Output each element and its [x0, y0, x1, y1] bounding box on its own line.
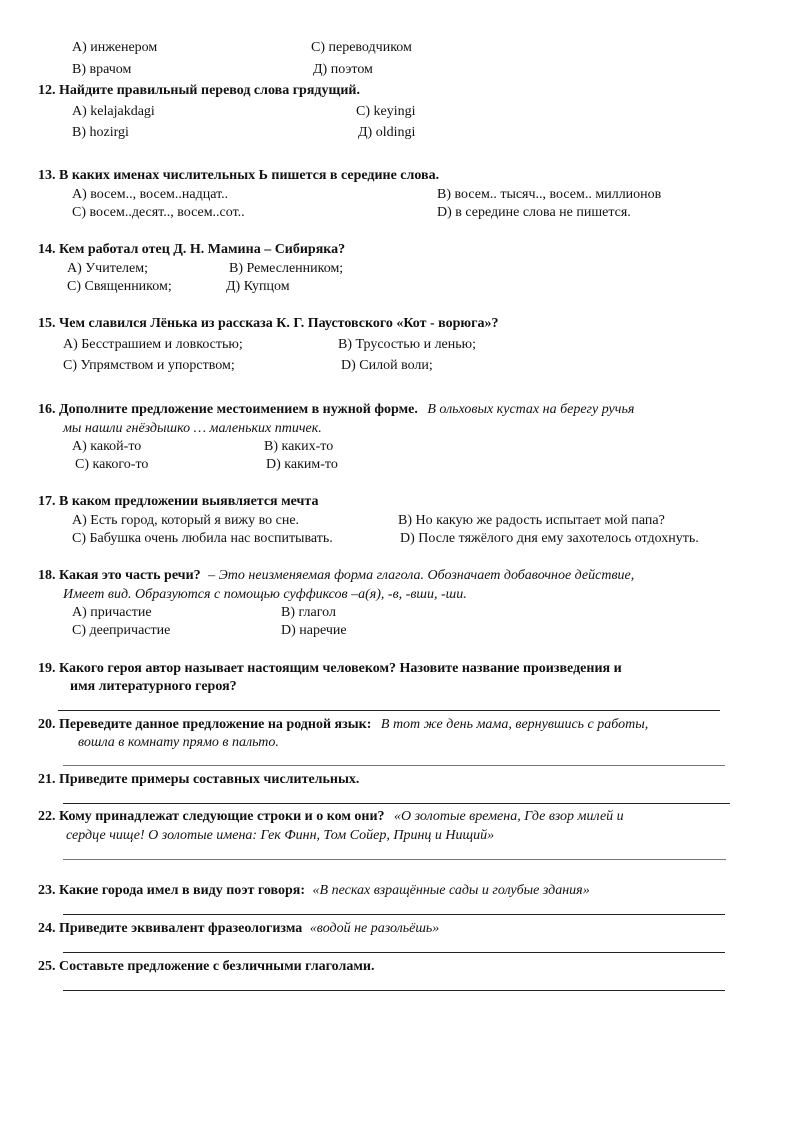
q17-option-c: С) Бабушка очень любила нас воспитывать. — [72, 531, 333, 546]
q22-title — [38, 808, 624, 826]
q15-option-a: А) Бесстрашием и ловкостью; — [63, 337, 243, 352]
q20-sentence-part1: В тот же день мама, вернувшись с работы, — [380, 717, 649, 732]
q15-option-b: В) Трусостью и ленью; — [338, 337, 476, 352]
q14-option-a: А) Учителем; — [67, 261, 148, 276]
q13-title: 13. В каких именах числительных Ь пишется в середине слова. — [38, 168, 440, 183]
q21-title: 21. Приведите примеры составных числительных. — [38, 772, 360, 787]
q18-option-b: В) глагол — [281, 605, 336, 620]
q18-option-a: А) причастие — [72, 605, 152, 620]
q22-quote-part1: «О золотые времена, Где взор милей и — [394, 809, 624, 824]
q19-title-line1: 19. Какого героя автор называет настоящим человеком? Назовите название произведения и — [38, 661, 622, 676]
q21-answer-line[interactable] — [63, 803, 730, 804]
q14-title: 14. Кем работал отец Д. Н. Мамина – Сибиряка? — [38, 242, 346, 257]
q12-option-d: Д) oldingi — [358, 125, 416, 140]
q24-title-text: 24. Приведите эквивалент фразеологизма — [38, 921, 303, 936]
q19-answer-line[interactable] — [58, 710, 720, 711]
q18-definition-part2: Имеет вид. Образуются с помощью суффиксов –а(я), -в, -вши, -ши. — [63, 587, 467, 602]
q17-option-b: В) Но какую же радость испытает мой папа? — [398, 513, 665, 528]
q16-option-b: В) каких-то — [264, 439, 334, 454]
q11-option-d: Д) поэтом — [313, 62, 373, 77]
q22-title-text: 22. Кому принадлежат следующие строки и о ком они? — [38, 809, 385, 824]
q12-option-b: В) hozirgi — [72, 125, 129, 140]
q16-sentence-part2: мы нашли гнёздышко … маленьких птичек. — [63, 421, 322, 436]
q20-answer-line[interactable] — [63, 765, 725, 766]
q23-quote: «В песках взращённые сады и голубые здания» — [312, 883, 590, 898]
q22-quote-part2: сердце чище! О золотые имена: Гек Финн, Том Сойер, Принц и Нищий» — [66, 828, 495, 843]
q20-sentence-part2: вошла в комнату прямо в пальто. — [78, 735, 279, 750]
q17-option-a: А) Есть город, который я вижу во сне. — [72, 513, 300, 528]
q18-definition-part1: – Это неизменяемая форма глагола. Обозначает добавочное действие, — [208, 568, 635, 583]
q11-option-a: А) инженером — [72, 40, 158, 55]
q14-option-b: В) Ремесленником; — [229, 261, 344, 276]
q15-option-c: С) Упрямством и упорством; — [63, 358, 235, 373]
q16-title-text: 16. Дополните предложение местоимением в нужной форме. — [38, 402, 418, 417]
q18-option-c: С) деепричастие — [72, 623, 171, 638]
q24-quote: «водой не разольёшь» — [309, 921, 440, 936]
q14-option-d: Д) Купцом — [226, 279, 290, 294]
q20-title — [38, 716, 648, 734]
q16-title — [38, 401, 634, 419]
q15-title: 15. Чем славился Лёнька из рассказа К. Г. Паустовского «Кот - ворюга»? — [38, 316, 499, 331]
q11-option-c: С) переводчиком — [311, 40, 412, 55]
q20-title-text: 20. Переведите данное предложение на родной язык: — [38, 717, 372, 732]
q12-option-a: А) kelajakdagi — [72, 104, 155, 119]
q22-answer-line[interactable] — [63, 859, 726, 860]
q14-option-c: С) Священником; — [67, 279, 172, 294]
q16-option-a: А) какой-то — [72, 439, 142, 454]
q16-option-c: С) какого-то — [75, 457, 149, 472]
q25-answer-line[interactable] — [63, 990, 725, 991]
q12-title: 12. Найдите правильный перевод слова грядущий. — [38, 83, 360, 98]
q24-answer-line[interactable] — [63, 952, 725, 953]
q25-title: 25. Составьте предложение с безличными глаголами. — [38, 959, 375, 974]
q18-title — [38, 567, 634, 585]
q17-option-d: D) После тяжёлого дня ему захотелось отдохнуть. — [400, 531, 699, 546]
q16-sentence-part1: В ольховых кустах на берегу ручья — [427, 402, 635, 417]
q23-title-text: 23. Какие города имел в виду поэт говоря: — [38, 883, 306, 898]
q24-title — [38, 920, 439, 938]
q18-option-d: D) наречие — [281, 623, 347, 638]
q13-option-b: В) восем.. тысяч.., восем.. миллионов — [437, 187, 662, 202]
q11-option-b: В) врачом — [72, 62, 132, 77]
q16-option-d: D) каким-то — [266, 457, 338, 472]
q23-answer-line[interactable] — [63, 914, 725, 915]
q13-option-d: D) в середине слова не пишется. — [437, 205, 631, 220]
q15-option-d: D) Силой воли; — [341, 358, 433, 373]
q12-option-c: С) keyingi — [356, 104, 416, 119]
q19-title-line2: имя литературного героя? — [70, 679, 237, 694]
q17-title: 17. В каком предложении выявляется мечта — [38, 494, 319, 509]
q13-option-a: А) восем.., восем..надцат.. — [72, 187, 229, 202]
q23-title — [38, 882, 590, 900]
q18-title-text: 18. Какая это часть речи? — [38, 568, 201, 583]
q13-option-c: С) восем..десят.., восем..сот.. — [72, 205, 245, 220]
